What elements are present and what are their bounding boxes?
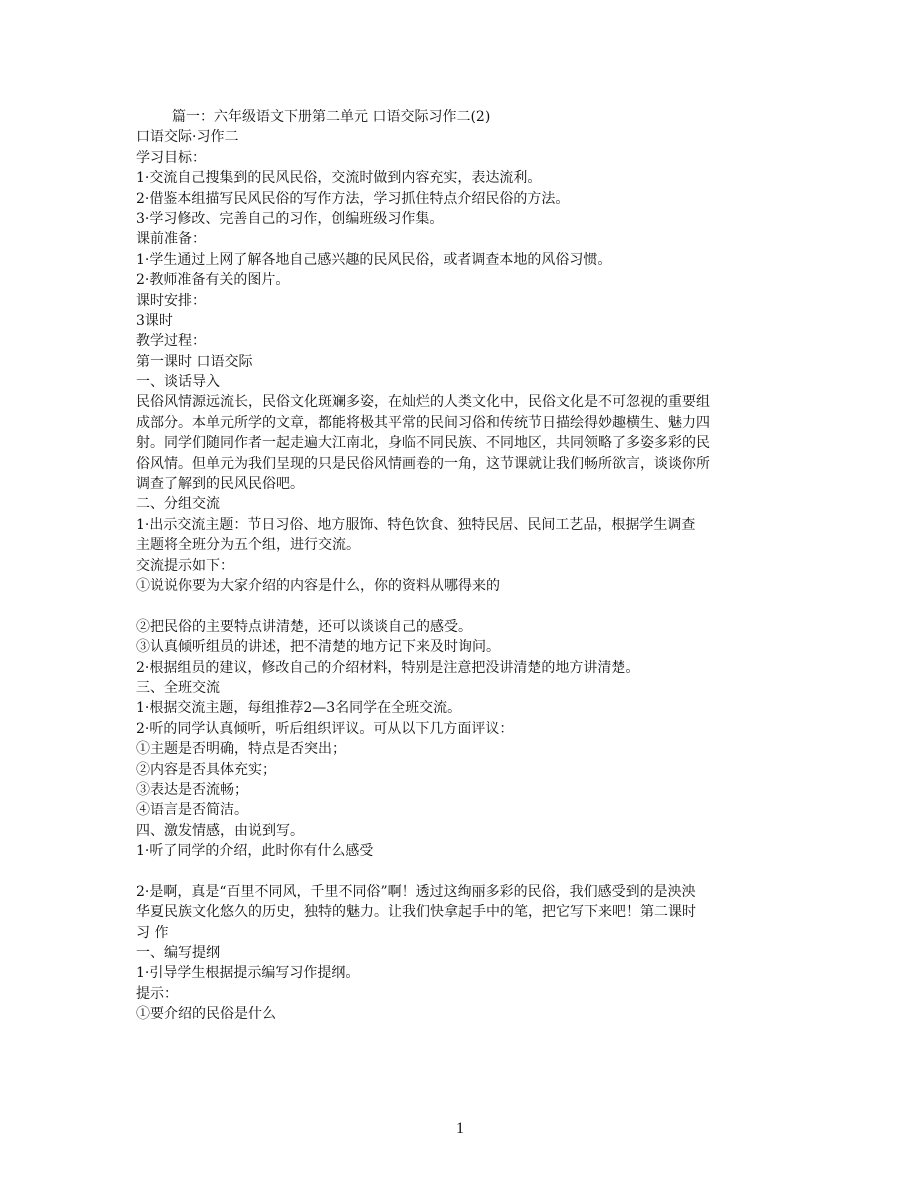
- text-line: 主题将全班分为五个组，进行交流。: [136, 537, 360, 554]
- text-line: 1·交流自己搜集到的民风民俗，交流时做到内容充实，表达流利。: [136, 170, 542, 187]
- text-line: 3·学习修改、完善自己的习作，创编班级习作集。: [136, 210, 444, 227]
- text-line: ③表达是否流畅；: [136, 781, 248, 798]
- text-line: 1·根据交流主题，每组推荐2—3名同学在全班交流。: [136, 700, 462, 717]
- text-line: 射。同学们随同作者一起走遍大江南北，身临不同民族、不同地区，共同领略了多姿多彩的民: [136, 435, 710, 452]
- text-line: 提示：: [136, 985, 178, 1002]
- text-line: 1·学生通过上网了解各地自己感兴趣的民风民俗，或者调查本地的风俗习惯。: [136, 251, 612, 268]
- blank-line: [136, 861, 796, 881]
- text-line: ①要介绍的民俗是什么: [136, 1006, 276, 1023]
- text-line: 3课时: [136, 312, 173, 329]
- text-line: ③认真倾听组员的讲述，把不清楚的地方记下来及时询问。: [136, 639, 500, 656]
- blank-line: [136, 596, 796, 616]
- text-line: 教学过程：: [136, 333, 206, 350]
- text-line: 三、全班交流: [136, 679, 220, 696]
- text-line: 民俗风情源远流长，民俗文化斑斓多姿，在灿烂的人类文化中，民俗文化是不可忽视的重要组: [136, 394, 710, 411]
- page-number: 1: [456, 1120, 464, 1137]
- text-line: 调查了解到的民风民俗吧。: [136, 476, 304, 493]
- text-line: 2·教师准备有关的图片。: [136, 272, 290, 289]
- text-line: ④语言是否简洁。: [136, 802, 248, 819]
- text-line: 第一课时 口语交际: [136, 353, 253, 370]
- document-body: [136, 107, 796, 1025]
- document-title: 篇一：六年级语文下册第二单元 口语交际习作二(2): [172, 109, 491, 125]
- text-line: ①主题是否明确，特点是否突出；: [136, 741, 346, 758]
- text-line: 1·引导学生根据提示编写习作提纲。: [136, 965, 360, 982]
- text-line: 2·根据组员的建议，修改自己的介绍材料，特别是注意把没讲清楚的地方讲清楚。: [136, 659, 640, 676]
- text-line: 四、激发情感，由说到写。: [136, 822, 304, 839]
- text-line: 成部分。本单元所学的文章，都能将极其平常的民间习俗和传统节日描绘得妙趣横生、魅力四: [136, 414, 710, 431]
- text-line: 学习目标：: [136, 149, 206, 166]
- text-line: 课前准备：: [136, 231, 206, 248]
- text-line: ①说说你要为大家介绍的内容是什么，你的资料从哪得来的: [136, 577, 500, 594]
- text-line: 1·听了同学的介绍，此时你有什么感受: [136, 843, 374, 860]
- text-line: 二、分组交流: [136, 496, 220, 513]
- text-line: 华夏民族文化悠久的历史，独特的魅力。让我们快拿起手中的笔，把它写下来吧！第二课时: [136, 904, 696, 921]
- text-line: 1·出示交流主题：节日习俗、地方服饰、特色饮食、独特民居、民间工艺品，根据学生调查: [136, 516, 696, 533]
- text-line: 2·借鉴本组描写民风民俗的写作方法，学习抓住特点介绍民俗的方法。: [136, 190, 570, 207]
- text-line: 2·是啊，真是“百里不同风，千里不同俗”啊！透过这绚丽多彩的民俗，我们感受到的是泱泱: [136, 883, 696, 900]
- text-line: 习 作: [136, 924, 169, 941]
- text-line: 口语交际·习作二: [136, 129, 239, 146]
- text-line: 交流提示如下：: [136, 557, 234, 574]
- text-line: 俗风情。但单元为我们呈现的只是民俗风情画卷的一角，这节课就让我们畅所欲言，谈谈你所: [136, 455, 710, 472]
- text-line: 2·听的同学认真倾听，听后组织评议。可从以下几方面评议：: [136, 720, 514, 737]
- text-line: ②内容是否具体充实；: [136, 761, 276, 778]
- text-line: 一、编写提纲: [136, 945, 220, 962]
- text-line: 课时安排：: [136, 292, 206, 309]
- text-line: ②把民俗的主要特点讲清楚，还可以谈谈自己的感受。: [136, 618, 472, 635]
- text-line: 一、谈话导入: [136, 374, 220, 391]
